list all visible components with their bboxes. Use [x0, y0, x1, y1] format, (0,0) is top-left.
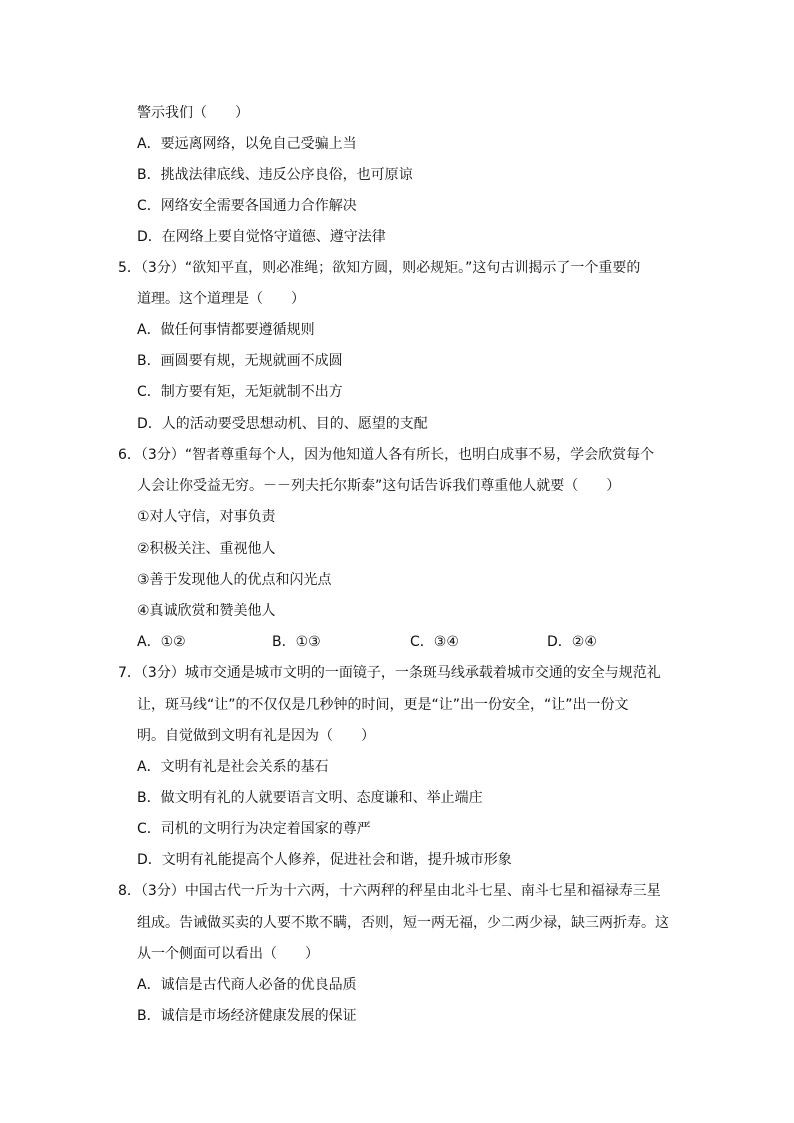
- question-6-stem-line-1: 6．（3分）“智者尊重每个人，因为他知道人各有所长，也明白成事不易，学会欣赏每个: [118, 447, 655, 463]
- question-7-option-c: C．司机的文明行为决定着国家的尊严: [137, 821, 371, 837]
- question-5-option-d: D．人的活动要受思想动机、目的、愿望的支配: [137, 416, 428, 432]
- question-6-option-b: B．①③: [272, 634, 321, 650]
- question-5-stem-line-1: 5．（3分）“欲知平直，则必准绳；欲知方圆，则必规矩。”这句古训揭示了一个重要的: [118, 260, 641, 276]
- question-8-stem-line-2: 组成。告诫做买卖的人要不欺不瞒，否则，短一两无福，少二两少禄，缺三两折寿。这: [137, 915, 669, 931]
- question-5-option-b: B．画圆要有规，无规就画不成圆: [137, 353, 343, 369]
- question-7-option-a: A．文明有礼是社会关系的基石: [137, 759, 329, 775]
- question-8-option-b: B．诚信是市场经济健康发展的保证: [137, 1008, 357, 1024]
- question-6-stem-line-2: 人会让你受益无穷。－－列夫托尔斯泰”这句话告诉我们尊重他人就要（ ）: [137, 478, 621, 494]
- question-4-stem-tail: 警示我们（ ）: [137, 105, 249, 121]
- question-4-option-b: B．挑战法律底线、违反公序良俗，也可原谅: [137, 167, 413, 183]
- question-8-stem-line-3: 从一个侧面可以看出（ ）: [137, 946, 319, 962]
- question-7-option-b: B．做文明有礼的人就要语言文明、态度谦和、举止端庄: [137, 790, 483, 806]
- question-6-item-2: ②积极关注、重视他人: [137, 541, 276, 557]
- question-5-option-c: C．制方要有矩，无矩就制不出方: [137, 384, 343, 400]
- question-6-item-3: ③善于发现他人的优点和闪光点: [137, 572, 332, 588]
- question-7-option-d: D．文明有礼能提高个人修养，促进社会和谐，提升城市形象: [137, 852, 512, 868]
- question-6-option-a: A．①②: [137, 634, 186, 650]
- question-8-option-a: A．诚信是古代商人必备的优良品质: [137, 977, 357, 993]
- question-5-option-a: A．做任何事情都要遵循规则: [137, 322, 315, 338]
- question-5-stem-line-2: 道理。这个道理是（ ）: [137, 291, 305, 307]
- question-4-option-d: D．在网络上要自觉恪守道德、遵守法律: [137, 229, 386, 245]
- question-6-item-1: ①对人守信，对事负责: [137, 509, 276, 525]
- question-6-item-4: ④真诚欣赏和赞美他人: [137, 603, 276, 619]
- question-4-option-c: C．网络安全需要各国通力合作解决: [137, 198, 357, 214]
- question-6-option-c: C．③④: [410, 634, 459, 650]
- question-7-stem-line-3: 明。自觉做到文明有礼是因为（ ）: [137, 728, 375, 744]
- question-7-stem-line-2: 让，斑马线“让”的不仅仅是几秒钟的时间，更是“让”出一份安全，“让”出一份文: [137, 697, 629, 713]
- question-6-option-d: D．②④: [547, 634, 597, 650]
- question-7-stem-line-1: 7．（3分）城市交通是城市文明的一面镜子，一条斑马线承载着城市交通的安全与规范礼: [118, 665, 661, 681]
- question-8-stem-line-1: 8．（3分）中国古代一斤为十六两，十六两秤的秤星由北斗七星、南斗七星和福禄寿三星: [118, 883, 661, 899]
- question-4-option-a: A．要远离网络，以免自己受骗上当: [137, 136, 357, 152]
